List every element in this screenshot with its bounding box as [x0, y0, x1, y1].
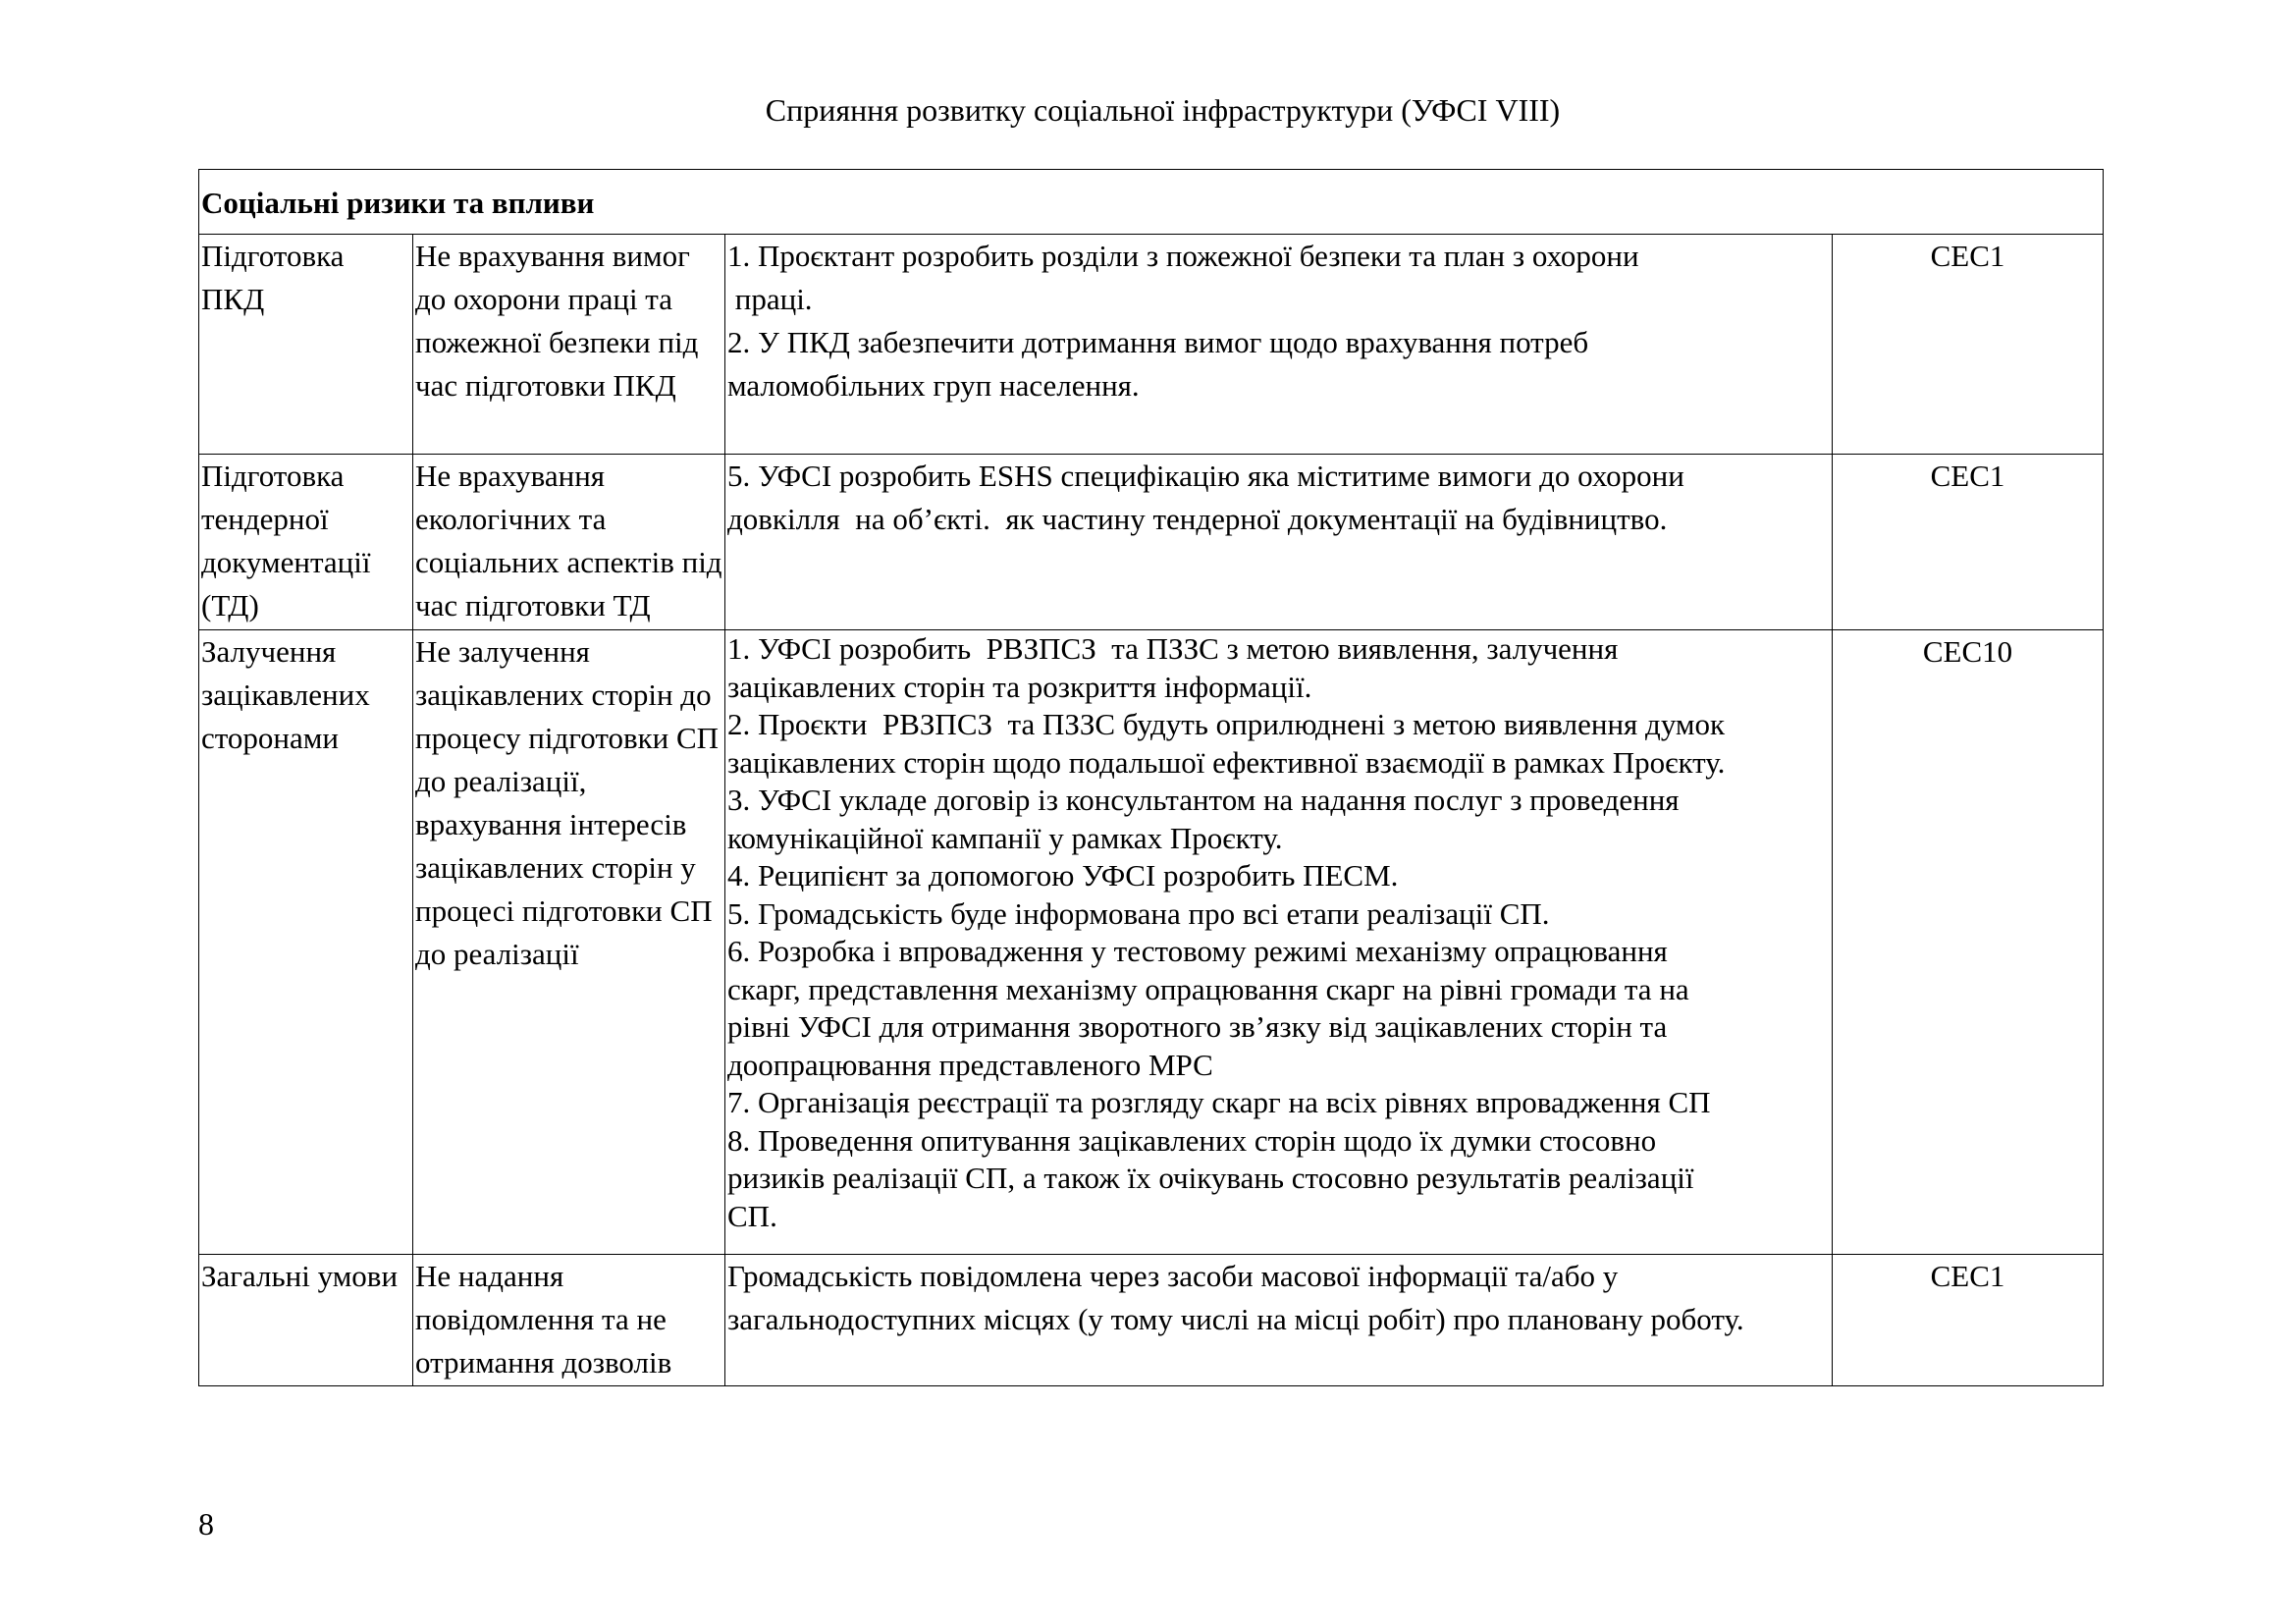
measure-line: 2. У ПКД забезпечити дотримання вимог щодо врахування потреб [727, 325, 1589, 359]
section-header: Соціальні ризики та впливи [199, 170, 2104, 235]
social-risks-table [198, 169, 2104, 1386]
measure-line: скарг, представлення механізму опрацювання скарг на рівні громади та на [727, 971, 1689, 1006]
risk-cell: Не врахування екологічних та соціальних аспектів під час підготовки ТД [413, 455, 725, 630]
measure-line: праці. [727, 282, 813, 316]
risk-cell: Не врахування вимог до охорони праці та пожежної безпеки під час підготовки ПКД [413, 235, 725, 455]
measure-line: 5. УФСІ розробить ESHS специфікацію яка міститиме вимоги до охорони [727, 459, 1684, 493]
risk-cell: Не надання повідомлення та не отримання дозволів [413, 1255, 725, 1386]
measure-line: зацікавлених сторін щодо подальшої ефективної взаємодії в рамках Проєкту. [727, 744, 1726, 780]
measure-line: Громадськість повідомлена через засоби масової інформації та/або у [727, 1259, 1619, 1293]
stage-cell: Залучення зацікавлених сторонами [199, 630, 413, 1255]
measure-line: маломобільних груп населення. [727, 368, 1140, 403]
stage-cell: Загальні умови [199, 1255, 413, 1386]
code-cell: CEC1 [1833, 1255, 2104, 1386]
code-cell: CEC10 [1833, 630, 2104, 1255]
measure-line: 7. Організація реєстрації та розгляду скарг на всіх рівнях впровадження СП [727, 1085, 1711, 1119]
measure-line: 1. Проєктант розробить розділи з пожежної безпеки та план з охорони [727, 239, 1639, 273]
measure-line: 8. Проведення опитування зацікавлених сторін щодо їх думки стосовно [727, 1122, 1657, 1158]
table-row [199, 235, 2104, 455]
measure-line: загальнодоступних місцях (у тому числі на місці робіт) про плановану роботу. [727, 1302, 1744, 1336]
measure-line: 3. УФСІ укладе договір із консультантом на надання послуг з проведення [727, 783, 1680, 817]
measure-line: 4. Реципієнт за допомогою УФСІ розробить ПЕСМ. [727, 858, 1399, 893]
measure-line: 2. Проєкти РВЗПСЗ та ПЗЗС будуть оприлюднені з метою виявлення думок [727, 707, 1726, 741]
code-cell: CEC1 [1833, 455, 2104, 630]
measure-line: рівні УФСІ для отримання зворотного зв’язку від зацікавлених сторін та [727, 1009, 1668, 1044]
measure-line: 6. Розробка і впровадження у тестовому режимі механізму опрацювання [727, 934, 1668, 968]
measures-cell [725, 235, 1833, 455]
stage-cell: Підготовка тендерної документації (ТД) [199, 455, 413, 630]
measures-cell [725, 630, 1833, 1255]
measure-line: довкілля на об’єкті. як частину тендерної документації на будівництво. [727, 502, 1668, 536]
measure-line: 1. УФСІ розробить РВЗПСЗ та ПЗЗС з метою виявлення, залучення [727, 631, 1619, 666]
code-cell: CEC1 [1833, 235, 2104, 455]
page-number: 8 [198, 1506, 214, 1542]
measure-line: ризиків реалізації СП, а також їх очікувань стосовно результатів реалізації [727, 1161, 1694, 1195]
measure-line: комунікаційної кампанії у рамках Проєкту. [727, 820, 1283, 855]
measures-cell [725, 455, 1833, 630]
risk-cell: Не залучення зацікавлених сторін до процесу підготовки СП до реалізації, врахування інтересів зацікавлених сторін у процесі підготовки СП до реалізації [413, 630, 725, 1255]
table-section-header-row [199, 170, 2104, 235]
table-row [199, 1255, 2104, 1386]
measure-line: 5. Громадськість буде інформована про всі етапи реалізації СП. [727, 895, 1550, 931]
page-title: Сприяння розвитку соціальної інфраструктури (УФСІ VIII) [765, 92, 1561, 128]
measures-cell [725, 1255, 1833, 1386]
stage-cell: Підготовка ПКД [199, 235, 413, 455]
table-row [199, 630, 2104, 1255]
measure-line: доопрацювання представленого МРС [727, 1047, 1213, 1082]
measure-line: СП. [727, 1198, 777, 1233]
table-row [199, 455, 2104, 630]
measure-line: зацікавлених сторін та розкриття інформації. [727, 669, 1312, 704]
